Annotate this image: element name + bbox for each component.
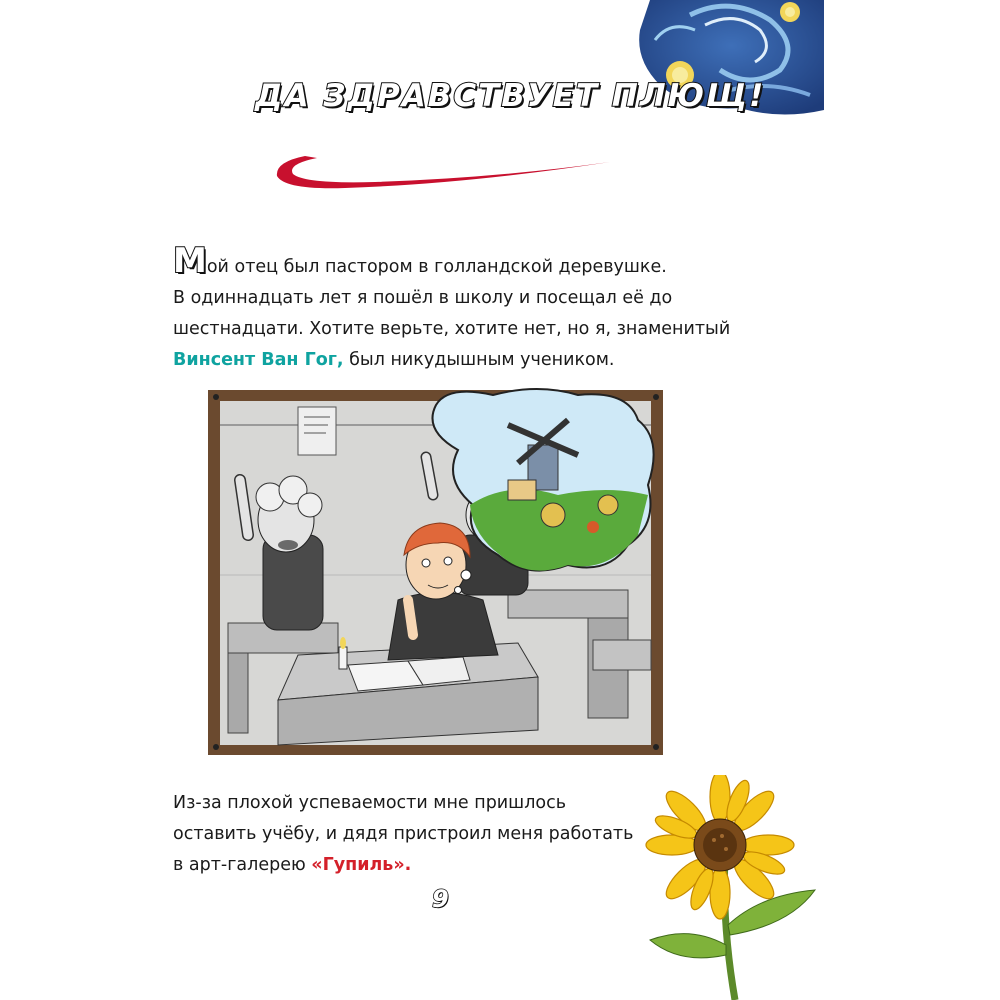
goupil-highlight: «Гупиль». <box>311 855 412 875</box>
classroom-illustration <box>208 385 668 760</box>
intro-line-1: ой отец был пастором в голландской деревушке. <box>206 257 667 277</box>
intro-line-2: В одиннадцать лет я пошёл в школу и посещал её до <box>173 288 673 308</box>
outro-line-3: в арт-галерею <box>173 855 312 875</box>
page-number: 9 <box>432 885 449 913</box>
page-title: ДА ЗДРАВСТВУЕТ ПЛЮЩ! <box>255 78 766 114</box>
van-gogh-name-highlight: Винсент Ван Гог, <box>173 350 344 370</box>
drop-cap: М <box>173 241 207 281</box>
outro-paragraph <box>173 788 643 881</box>
sunflower-icon <box>630 775 845 1000</box>
outro-line-2: оставить учёбу, и дядя пристроил меня работать <box>173 824 634 844</box>
intro-line-3: шестнадцати. Хотите верьте, хотите нет, но я, знаменитый <box>173 319 731 339</box>
intro-line-4: был никудышным учеником. <box>343 350 615 370</box>
outro-line-1: Из-за плохой успеваемости мне пришлось <box>173 793 567 813</box>
title-swoosh-decoration <box>265 148 615 196</box>
intro-paragraph <box>173 241 733 376</box>
